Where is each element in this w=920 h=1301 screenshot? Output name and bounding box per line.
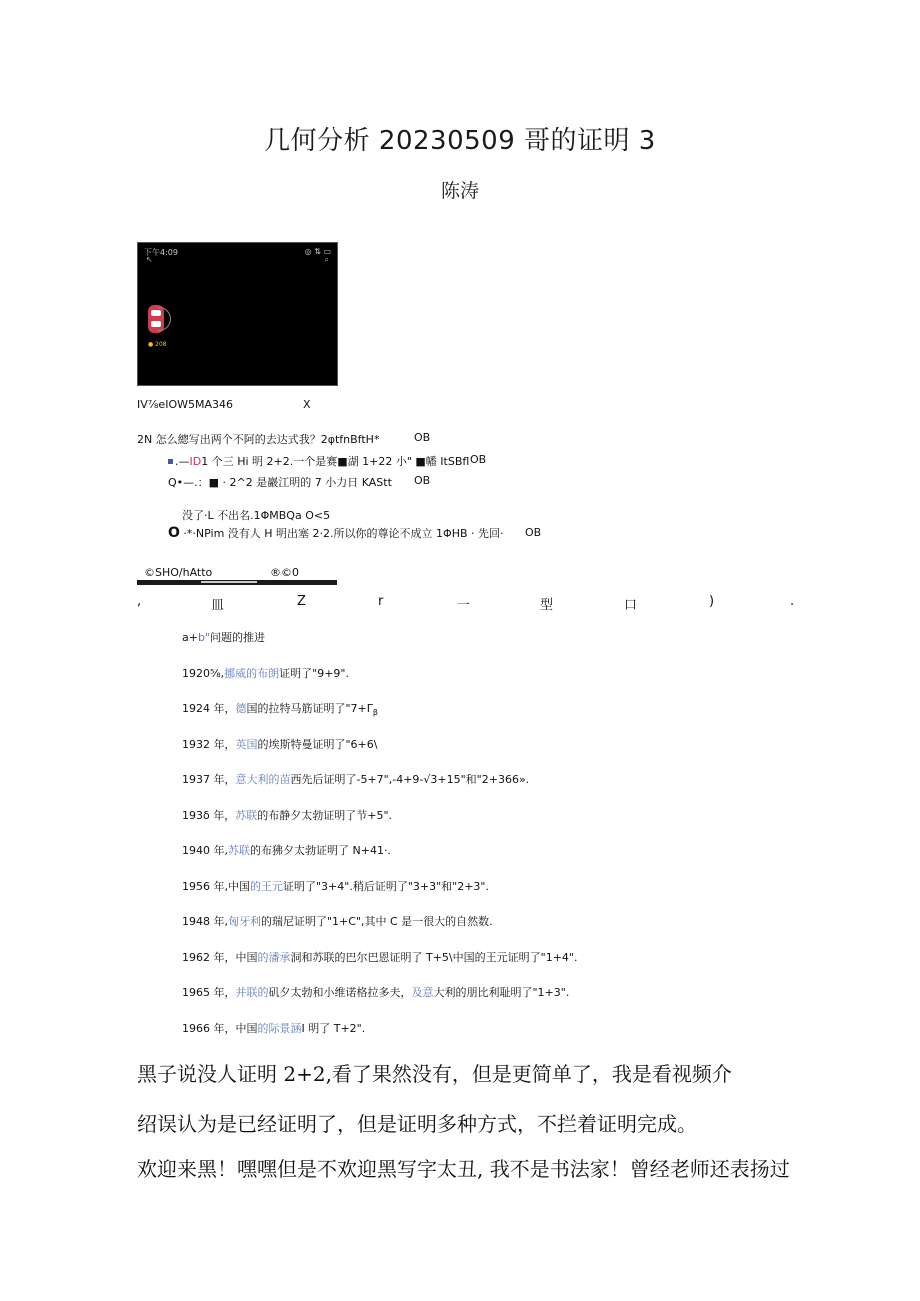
history-year: 1932 年， (182, 738, 236, 751)
history-result: 证明了"9+9". (279, 667, 349, 680)
history-result: 的瑞尼证明了"1+C",其中 C 是一很大的自然数. (261, 915, 493, 928)
caption-left: IV⅞eIOW5MA346 (137, 398, 233, 411)
history-mathematician: 德 (235, 702, 247, 715)
comment-4: 没了·L 不出名.1ΦMBQa O<5 (182, 509, 331, 522)
toolbar-glyph-8: . (790, 594, 795, 609)
toolbar-glyph-5: 型 (540, 598, 554, 613)
history-result: 的埃斯特曼证明了"6+6\ (257, 738, 378, 751)
history-item (182, 878, 489, 894)
toolbar-glyph-3: r (378, 594, 384, 609)
history-intro-c: 问题的推进 (210, 631, 266, 644)
history-result: 洞和苏联的巴尔巴恩证明了 T+5\中国的王元证明了"1+4". (290, 951, 578, 964)
toolbar-glyph-4: 一 (457, 598, 471, 613)
back-arrow-icon: ↖ (146, 255, 153, 264)
history-item (182, 665, 349, 681)
history-item (182, 771, 529, 787)
history-year: 1948 年, (182, 915, 228, 928)
footer-bar-left: ©SHO/hAtto (144, 566, 213, 579)
body-paragraph-3: 欢迎来黑！嘿嘿但是不欢迎黑写字太丑, 我不是书法家！曾经老师还表扬过 (137, 1157, 790, 1181)
toolbar-glyph-1: 皿 (211, 598, 225, 613)
comment-2-pre: .— (175, 455, 190, 468)
history-year: 1962 年，中国 (182, 951, 258, 964)
history-item (182, 842, 391, 858)
body-paragraph-1: 黑子说没人证明 2+2,看了果然没有，但是更简单了，我是看视频介 (137, 1062, 732, 1086)
comment-5-pre: O (168, 525, 180, 541)
history-result-2: 大利的朋比利耻明了"1+3". (433, 986, 570, 999)
history-mathematician: 英国 (235, 738, 258, 751)
history-mathematician: 苏联 (228, 844, 250, 857)
search-icon: ⌕ (324, 255, 329, 264)
comment-5-tail: OB (525, 526, 542, 539)
divider (137, 580, 337, 585)
history-year: 1956 年,中国 (182, 880, 250, 893)
comment-2-text: 1 个三 Hi 明 2+2.一个是赛■湖 1+22 小" ■幡 ItSBfl (201, 455, 470, 468)
history-mathematician: 的王元 (250, 880, 283, 893)
history-item (182, 700, 378, 717)
history-result: 的布狒夕太勃证明了 N+41·. (250, 844, 391, 857)
history-year: 1920⅝, (182, 667, 225, 680)
history-result: 矶夕太勃和小维诺格拉多夫， (268, 986, 412, 999)
history-mathematician: 的际景涵 (257, 1022, 302, 1035)
coin-label: 208 (155, 341, 167, 348)
comment-marker-icon (168, 459, 173, 464)
embedded-phone-screenshot (137, 242, 338, 386)
history-item (182, 984, 569, 1000)
history-subscript: β (372, 708, 379, 718)
comment-2 (168, 453, 469, 469)
history-intro-b: b" (197, 631, 211, 644)
history-item (182, 807, 392, 823)
history-mathematician: 挪威的布朗 (224, 667, 280, 680)
history-year: 1965 年， (182, 986, 236, 999)
history-item (182, 736, 377, 752)
comment-3: Q•—.：■ · 2^2 是巖江明的 7 小力日 KAStt (168, 476, 392, 489)
doc-author: 陈涛 (440, 180, 479, 202)
coin-badge: ● 208 (148, 341, 167, 348)
history-result: 的布静夕太勃证明了节+5". (257, 809, 393, 822)
history-result: 证明了"3+4".稍后证明了"3+3"和"2+3". (283, 880, 489, 893)
comment-3-tail: OB (414, 474, 431, 487)
history-year: 193δ 年， (182, 809, 236, 822)
toolbar-glyph-7: ) (709, 594, 715, 609)
sticker-ring (158, 307, 171, 331)
toolbar-glyph-0: , (137, 594, 142, 609)
comment-1: 2N 怎么總写出两个不阿的去达式我？2φtfnBftH* (137, 433, 380, 446)
history-intro-a: a+ (182, 631, 198, 644)
doc-title: 几何分析 20230509 哥的证明 3 (264, 126, 656, 156)
comment-2-tail: OB (470, 453, 487, 466)
caption-right: X (303, 398, 311, 411)
history-year: 1940 年, (182, 844, 228, 857)
history-result: I 明了 T+2". (301, 1022, 366, 1035)
toolbar-glyph-6: 口 (624, 598, 638, 613)
history-mathematician: 的潘承 (257, 951, 291, 964)
history-item (182, 1020, 365, 1036)
comment-1-tail: OB (414, 431, 431, 444)
history-mathematician: 苏联 (235, 809, 258, 822)
status-time: 下午4:09 (144, 248, 178, 257)
history-year: 1924 年， (182, 702, 236, 715)
history-item (182, 949, 577, 965)
comment-2-highlight: ID (189, 455, 202, 468)
history-mathematician: 意大利的苗 (235, 773, 291, 786)
comment-5-text: ·*·NPim 没有人 H 明出塞 2·2.所以你的尊论不成立 1ΦHB · 先回· (183, 527, 504, 540)
history-year: 1937 年， (182, 773, 236, 786)
history-intro (182, 629, 265, 645)
history-mathematician: 并联的 (235, 986, 269, 999)
footer-bar-right: ®©0 (270, 566, 299, 579)
history-mathematician: 匈牙利 (228, 915, 261, 928)
toolbar-glyph-2: Z (297, 594, 306, 609)
history-result: 国的拉特马筋证明了"7+Γ (246, 702, 373, 715)
history-year: 1966 年，中国 (182, 1022, 258, 1035)
history-result: 西先后证明了-5+7",-4+9-√3+15"和"2+366». (290, 773, 530, 786)
comment-5 (168, 525, 504, 541)
body-paragraph-2: 绍误认为是已经证明了，但是证明多种方式，不拦着证明完成。 (137, 1112, 697, 1136)
history-mathematician-2: 及意 (411, 986, 434, 999)
history-item (182, 913, 493, 929)
status-icons: ◎ ⇅ ▭ (304, 247, 331, 256)
